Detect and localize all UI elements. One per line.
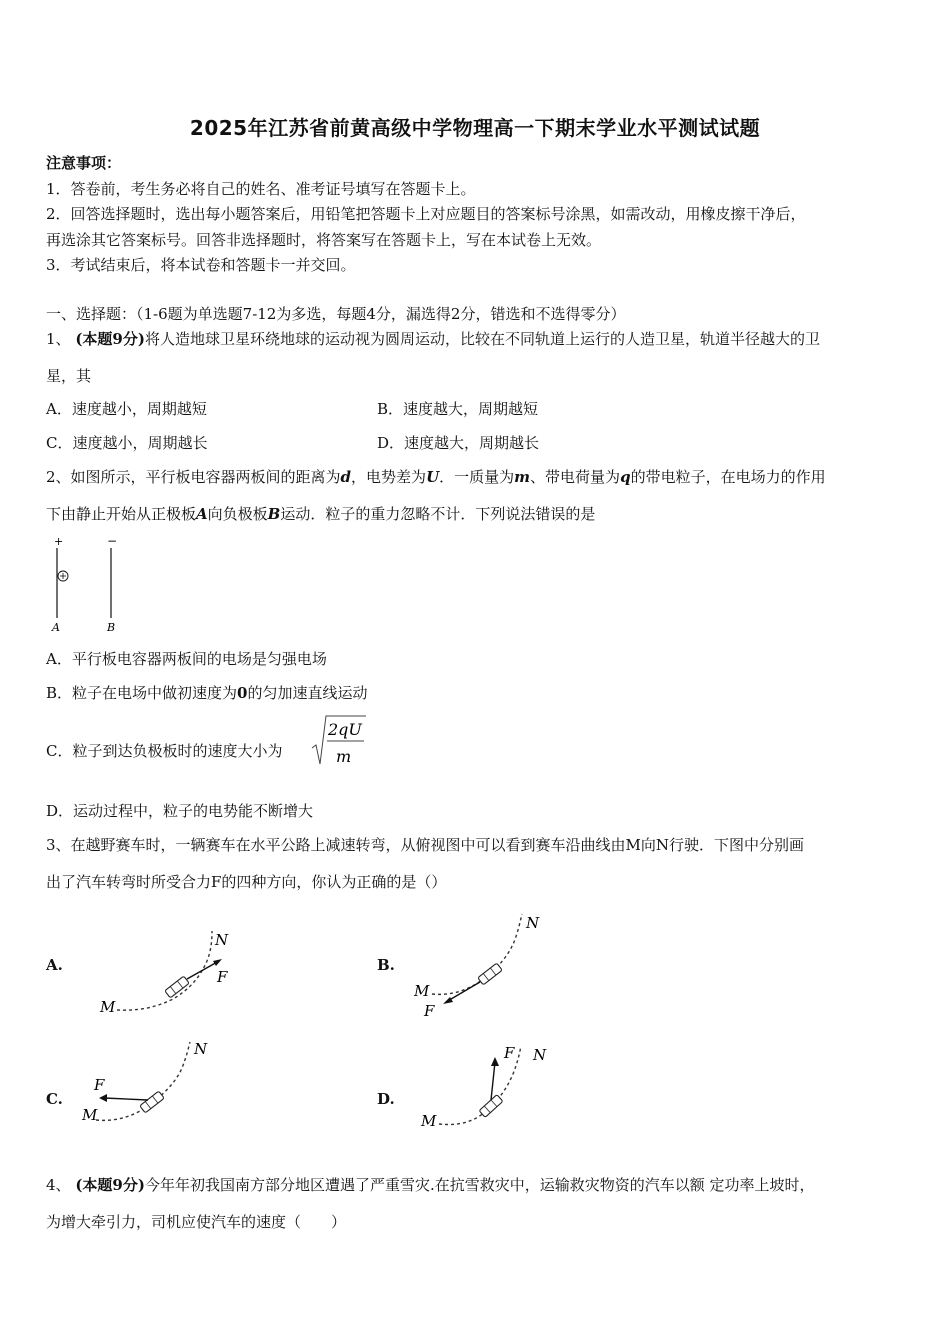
formula-denominator: m: [336, 747, 352, 766]
label-b: B: [107, 621, 116, 634]
q2-option-b-text1: B．粒子在电场中做初速度为: [46, 684, 238, 702]
var-m: m: [514, 468, 531, 486]
label-m: M: [82, 1106, 98, 1124]
note-3: 3．考试结束后，将本试卷和答题卡一并交回。: [46, 256, 356, 274]
q2-option-b-text2: 的匀加速直线运动: [247, 684, 368, 702]
q3-line1: 3、在越野赛车时，一辆赛车在水平公路上减速转弯，从俯视图中可以看到赛车沿曲线由M向N行驶．下图中分别画: [46, 836, 805, 854]
q2-text-3: ．一质量为: [439, 468, 515, 486]
label-f: F: [424, 1002, 435, 1020]
car-icon: [478, 963, 502, 985]
path-curve: [432, 914, 522, 994]
q1-line1: [46, 328, 820, 349]
var-a: A: [196, 505, 208, 523]
q1-option-b: B．速度越大，周期越短: [377, 400, 539, 418]
q2-option-b: [46, 682, 367, 703]
q1-option-a: A．速度越小，周期越短: [46, 400, 207, 418]
q2-option-a: A．平行板电容器两板间的电场是匀强电场: [46, 650, 327, 668]
q3-option-b: B.: [377, 956, 395, 974]
q2-line1: [46, 466, 826, 487]
note-2a: 2．回答选择题时，选出每小题答案后，用铅笔把答题卡上对应题目的答案标号涂黑，如需改动，用橡皮擦干净后，: [46, 205, 806, 223]
section-heading: 一、选择题：（1-6题为单选题7-12为多选，每题4分，漏选得2分，错选和不选得零分）: [46, 305, 626, 323]
label-n: N: [533, 1046, 547, 1064]
q1-line2: 星，其: [46, 367, 92, 385]
note-2b: 再选涂其它答案标号。回答非选择题时，将答案写在答题卡上，写在本试卷上无效。: [46, 231, 602, 249]
capacitor-figure: [44, 534, 134, 634]
label-m: M: [421, 1112, 437, 1130]
q1-option-c: C．速度越小，周期越长: [46, 434, 208, 452]
q2-text-5: 的带电粒子，在电场力的作用: [630, 468, 826, 486]
force-arrow: [187, 961, 219, 979]
figure-b: [410, 910, 560, 1020]
car-icon: [140, 1091, 164, 1113]
label-n: N: [194, 1040, 208, 1058]
figure-d: [415, 1040, 565, 1135]
q1-text: 将人造地球卫星环绕地球的运动视为圆周运动，比较在不同轨道上运行的人造卫星，轨道半径越大的卫: [144, 330, 820, 348]
label-a: A: [52, 621, 60, 634]
q2-option-b-zero: 0: [237, 684, 248, 702]
q2-text-1: 2、如图所示，平行板电容器两板间的距离为: [46, 468, 341, 486]
q2-option-d: D．运动过程中，粒子的电势能不断增大: [46, 802, 314, 820]
note-1: 1．答卷前，考生务必将自己的姓名、准考证号填写在答题卡上。: [46, 180, 476, 198]
q3-line2: 出了汽车转弯时所受合力F的四种方向，你认为正确的是（）: [46, 873, 447, 891]
label-f: F: [94, 1076, 105, 1094]
notes-heading: 注意事项：: [46, 154, 122, 172]
force-arrow: [104, 1098, 148, 1100]
q4-line2: 为增大牵引力，司机应使汽车的速度（ ）: [46, 1213, 347, 1231]
car-icon: [165, 976, 189, 998]
var-b: B: [267, 505, 281, 523]
q4-tag: (本题9分): [75, 1176, 145, 1194]
var-d: d: [340, 468, 352, 486]
q2-text-4: 、带电荷量为: [530, 468, 621, 486]
label-m: M: [100, 998, 116, 1016]
plus-sign: +: [54, 535, 64, 548]
particle-icon: [58, 571, 68, 581]
figure-a: [95, 925, 245, 1020]
q4-number: 4、: [46, 1176, 71, 1194]
label-m: M: [414, 982, 430, 1000]
q3-option-a: A.: [46, 956, 63, 974]
label-f: F: [217, 968, 228, 986]
q2-text-7: 向负极板: [207, 505, 268, 523]
q2-line2: [46, 503, 595, 524]
q2-text-6: 下由静止开始从正极板: [46, 505, 197, 523]
figure-c: [78, 1038, 228, 1133]
q3-option-c: C.: [46, 1090, 63, 1108]
q1-option-d: D．速度越大，周期越长: [377, 434, 540, 452]
formula-numerator: 2qU: [328, 720, 362, 739]
q2-text-2: ，电势差为: [351, 468, 427, 486]
q2-text-8: 运动．粒子的重力忽略不计．下列说法错误的是: [280, 505, 596, 523]
force-arrow: [491, 1062, 495, 1100]
q4-line1: [46, 1174, 815, 1195]
minus-sign: −: [107, 534, 118, 548]
q1-tag: (本题9分): [75, 330, 145, 348]
q2-option-c: C．粒子到达负极板时的速度大小为: [46, 742, 283, 760]
label-n: N: [526, 914, 540, 932]
var-u: U: [426, 468, 440, 486]
q1-number: 1、: [46, 330, 71, 348]
q4-text: 今年年初我国南方部分地区遭遇了严重雪灾.在抗雪救灾中，运输救灾物资的汽车以额 定功率上坡时，: [144, 1176, 815, 1194]
var-q: q: [620, 468, 631, 486]
label-n: N: [215, 931, 229, 949]
q3-option-d: D.: [377, 1090, 395, 1108]
label-f: F: [504, 1044, 515, 1062]
page-title: 2025年江苏省前黄高级中学物理高一下期末学业水平测试试题: [189, 116, 761, 140]
sqrt-formula: [310, 714, 370, 770]
path-curve: [117, 931, 212, 1010]
